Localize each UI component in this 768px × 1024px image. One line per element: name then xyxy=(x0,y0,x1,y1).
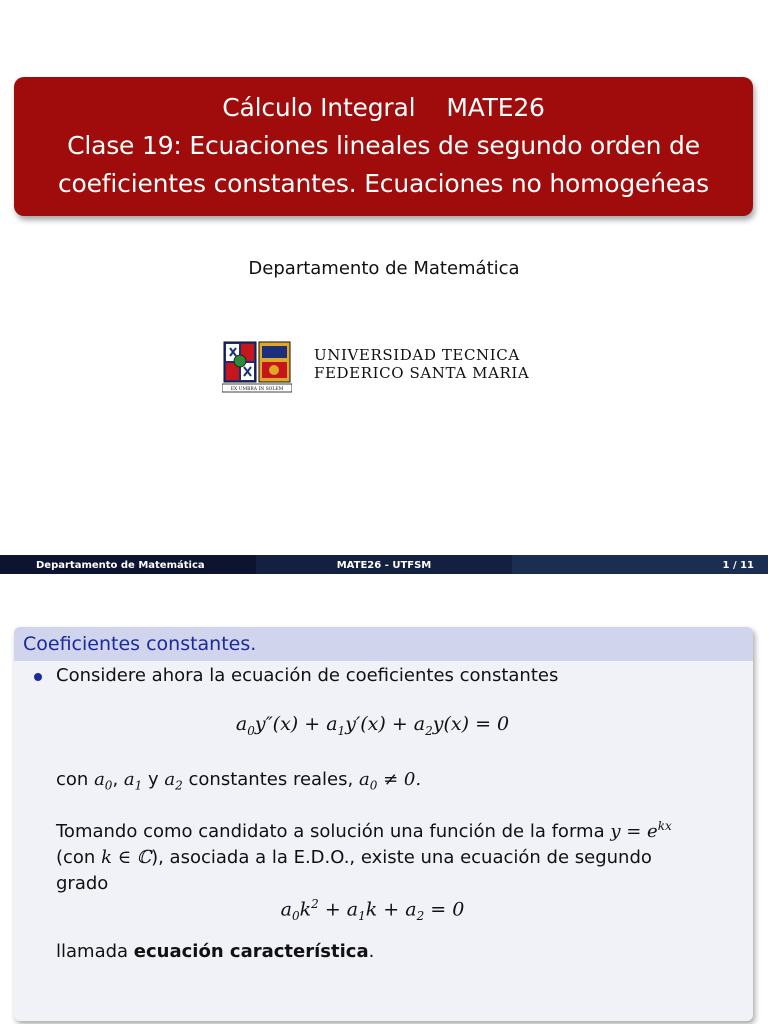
candidate-paragraph: Tomando como candidato a solución una función de la forma $y = e^{kx}$ (con k ∈ ℂ), asociada a la E.D.O., existe una ecuación de segundo grado xyxy=(56,813,746,897)
candidate-line-3: grado xyxy=(56,873,109,894)
candidate-line-2a: (con xyxy=(56,847,96,868)
constants-comma: , xyxy=(112,769,119,790)
logo-motto: EX UMBRA IN SOLEM xyxy=(230,387,284,392)
content-block xyxy=(14,627,753,1021)
title-box xyxy=(14,77,753,216)
bullet-text: Considere ahora la ecuación de coeficientes constantes xyxy=(56,665,559,686)
slide-2 xyxy=(0,576,768,1024)
characteristic-suffix: . xyxy=(368,941,375,962)
block-title: Coeficientes constantes. xyxy=(14,627,753,661)
footer-department: Departamento de Matemática xyxy=(0,555,256,575)
university-crest-logo xyxy=(222,340,292,394)
footer-bar xyxy=(0,555,768,575)
characteristic-term: ecuación característica xyxy=(133,941,369,962)
university-name xyxy=(314,346,529,382)
constants-prefix: con xyxy=(56,769,89,790)
bullet-icon xyxy=(34,673,42,681)
title-line-1: Cálculo Integral MATE26 xyxy=(222,93,545,122)
equation-ode: $a_0y''(x) + a_1y'(x) + a_2y(x) = 0$ xyxy=(235,713,510,738)
candidate-line-2b: ), asociada a la E.D.O., existe una ecuación de segundo xyxy=(151,847,652,868)
constants-suffix: constantes reales, xyxy=(188,769,354,790)
characteristic-prefix: llamada xyxy=(56,941,129,962)
title-line-2: Clase 19: Ecuaciones lineales de segundo orden de xyxy=(67,131,700,160)
department-name: Departamento de Matemática xyxy=(248,258,520,279)
equation-characteristic: $a_0k^2 + a_1k + a_2 = 0$ xyxy=(280,897,465,924)
footer-page-number: 1 / 11 xyxy=(512,555,768,575)
university-line-1: UNIVERSIDAD TECNICA xyxy=(314,346,520,364)
characteristic-paragraph xyxy=(56,939,374,965)
footer-course: MATE26 - UTFSM xyxy=(256,555,512,575)
constants-paragraph: con $a_0$, $a_1$ y $a_2$ constantes reales, $a_0 \ne 0$. xyxy=(56,769,422,793)
candidate-line-1: Tomando como candidato a solución una función de la forma xyxy=(56,821,605,842)
university-line-2: FEDERICO SANTA MARIA xyxy=(314,364,530,382)
title-line-3: coeficientes constantes. Ecuaciones no homogeńeas xyxy=(57,169,709,198)
constants-and: y xyxy=(148,769,159,790)
